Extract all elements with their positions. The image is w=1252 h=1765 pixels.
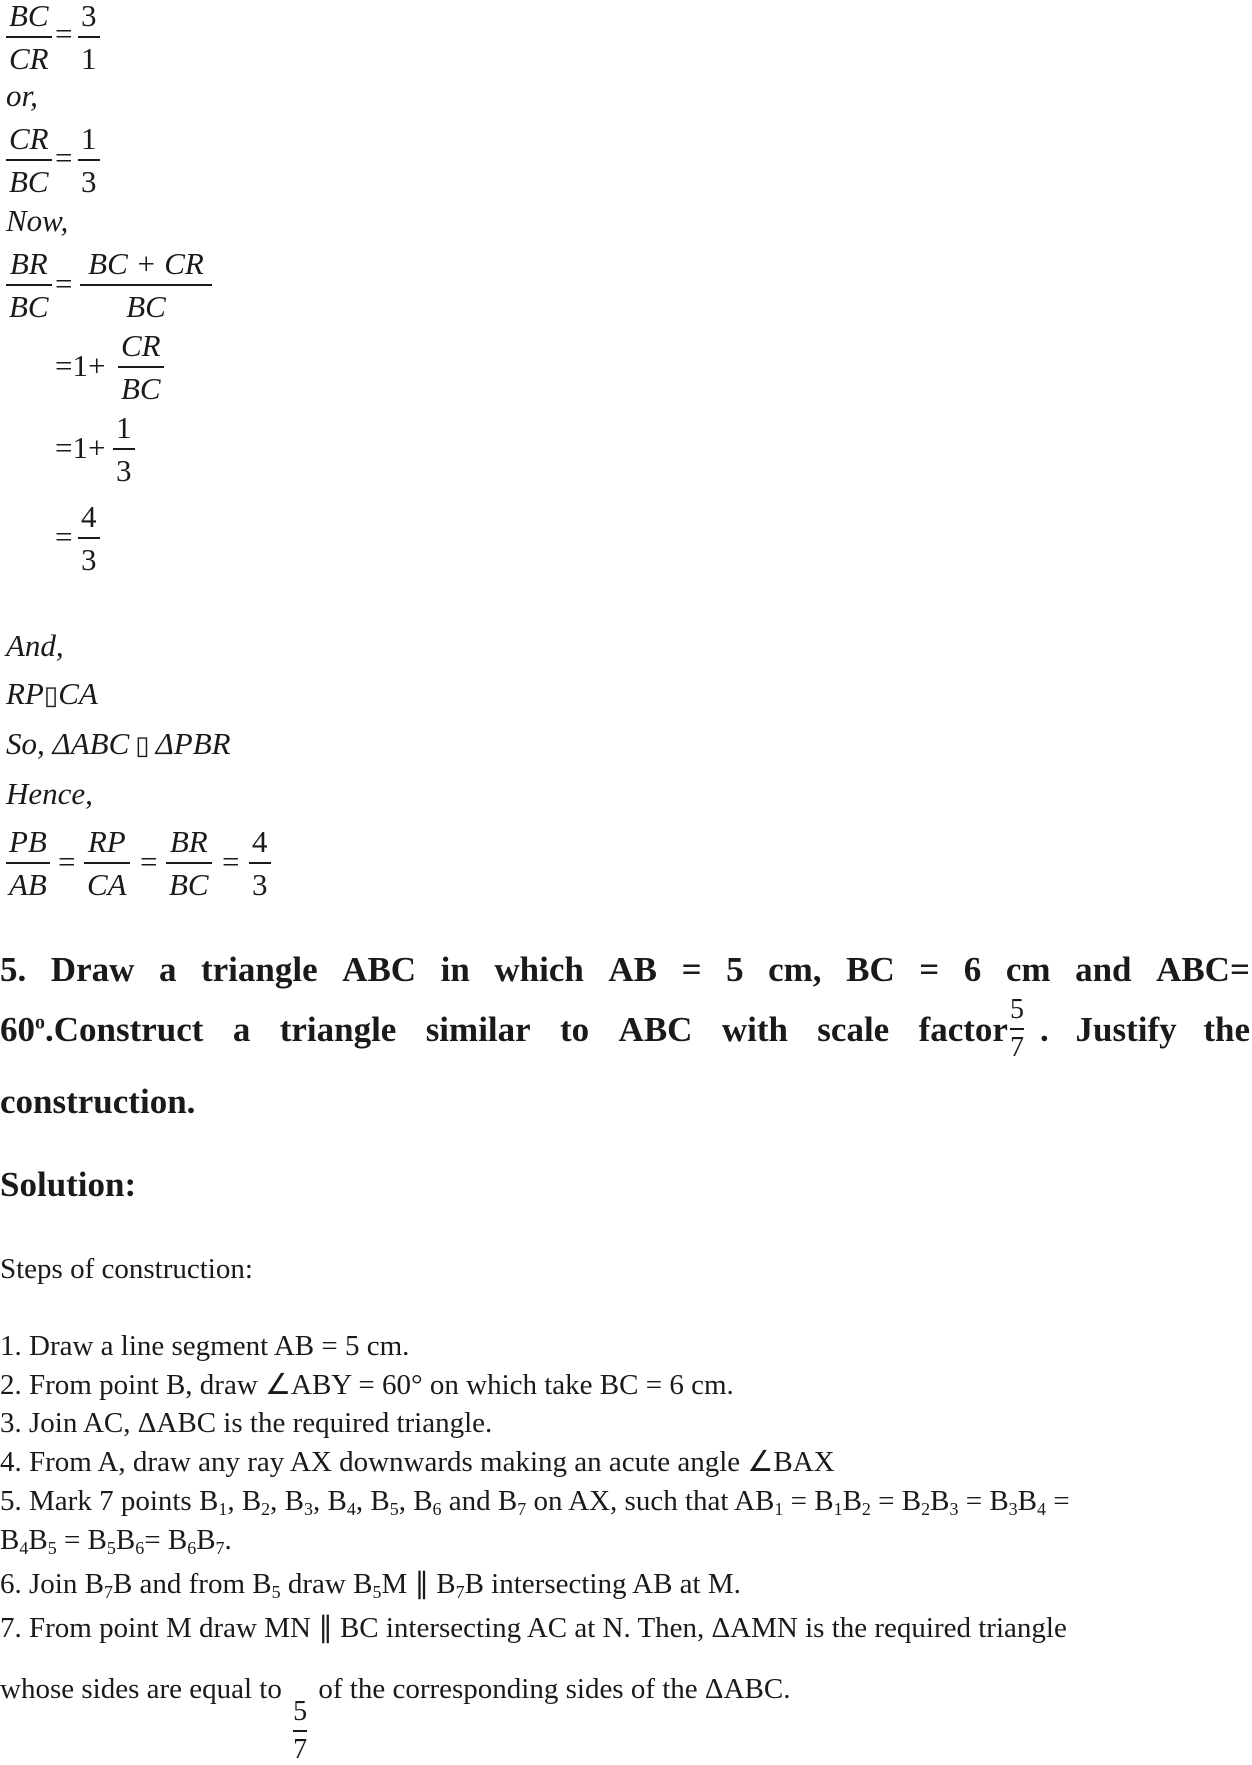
fraction-cr-bc-2: CR BC [118, 330, 164, 404]
fraction-bc-plus-cr: BC + CR BC [80, 248, 212, 322]
step-5-continued: $B_4B_5 = B_5B_6= B_6B_7$. [0, 1524, 232, 1558]
or-label: or, [6, 78, 38, 113]
step-4: 4. From A, draw any ray AX downwards making an acute angle ∠BAX [0, 1446, 835, 1478]
question-line-1: 5. Draw a triangle ABC in which AB = 5 cm, BC = 6 cm and ABC= [0, 950, 1250, 989]
step-6: 6. Join $B_7B$ and from $B_5$ draw $B_5M$ ∥ $B_7B$ intersecting AB at M. [0, 1568, 741, 1602]
fraction-5-7: $\frac{5}{7}$ [293, 1696, 308, 1765]
fraction-cr-bc: CR BC [6, 123, 52, 197]
fraction-pb-ab: PB AB [6, 826, 50, 900]
similar-statement: So, ΔABC ▯ ΔPBR [6, 726, 231, 761]
parallel-statement: RP▯CA [6, 676, 98, 711]
question-line-3: construction. [0, 1082, 196, 1121]
step-7: 7. From point M draw MN ∥ BC intersecting AC at N. Then, ΔAMN is the required triangle [0, 1612, 1067, 1644]
solution-heading: Solution: [0, 1165, 137, 1204]
fraction-3-1: 3 1 [78, 0, 100, 74]
now-label: Now, [6, 203, 69, 238]
fraction-1-3-b: 1 3 [113, 412, 135, 486]
fraction-1-3: 1 3 [78, 123, 100, 197]
fraction-4-3: 4 3 [78, 501, 100, 575]
step-5: 5. Mark 7 points $B_1$, $B_2$, $B_3$, $B_4$, $B_5$, $B_6$ and $B_7$ on AX, such that $AB_1 = B_1B_2 = B_2B_3 = B_3B_4$ = [0, 1485, 1070, 1519]
step-1: 1. Draw a line segment AB = 5 cm. [0, 1330, 410, 1362]
fraction-bc-cr: BC CR [6, 0, 52, 74]
step-7-continued: whose sides are equal to $\frac{5}{7}$ of the corresponding sides of the ΔABC. [0, 1673, 791, 1765]
steps-intro: Steps of construction: [0, 1253, 253, 1285]
fraction-br-bc-2: BR BC [166, 826, 212, 900]
scale-factor-fraction: 5 7 [1010, 994, 1024, 1063]
hence-label: Hence, [6, 776, 93, 811]
step-2: 2. From point B, draw ∠ABY = 60° on which take BC = 6 cm. [0, 1369, 734, 1401]
and-label: And, [6, 628, 64, 663]
step-3: 3. Join AC, ΔABC is the required triangle. [0, 1407, 493, 1439]
fraction-br-bc: BR BC [6, 248, 52, 322]
fraction-4-3-b: 4 3 [249, 826, 271, 900]
fraction-rp-ca: RP CA [84, 826, 130, 900]
